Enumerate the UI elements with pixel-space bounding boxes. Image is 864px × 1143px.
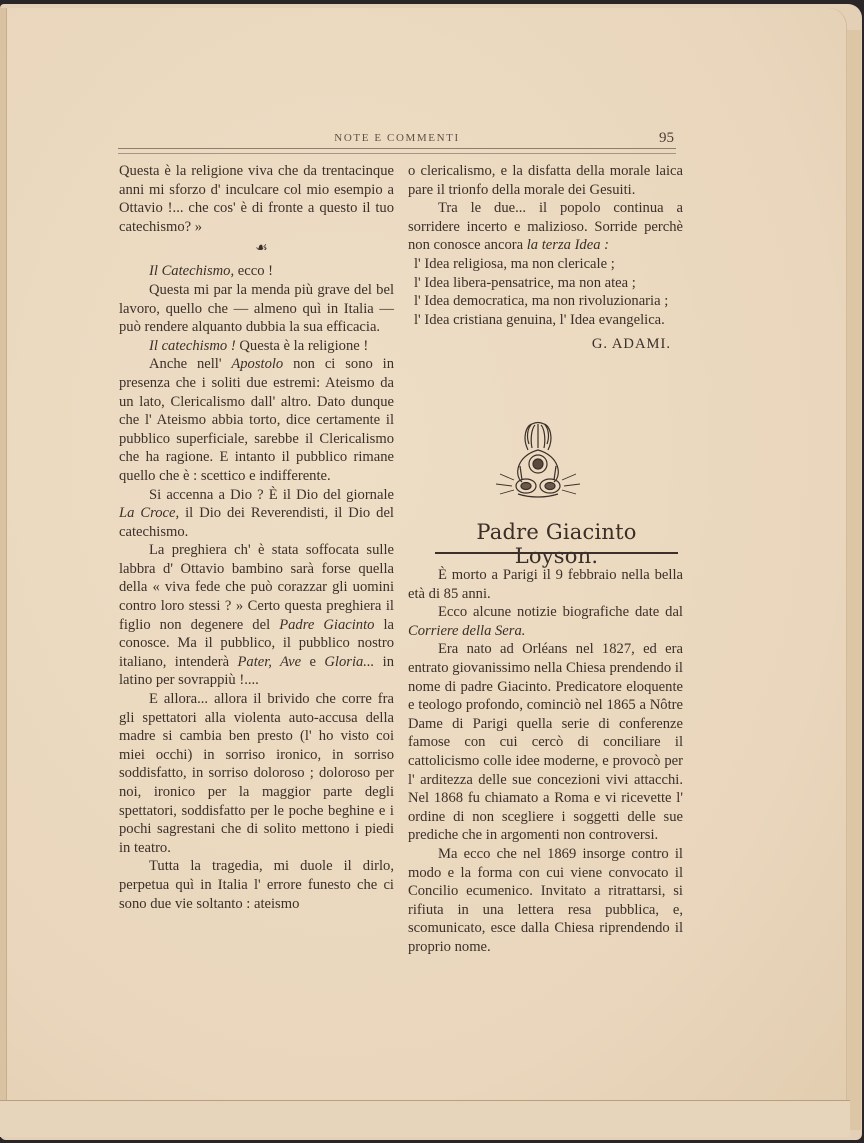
article-body	[408, 566, 683, 956]
list-item: l' Idea libera-pensatrice, ma non atea ;	[414, 274, 636, 291]
page-edge-right	[846, 30, 861, 1130]
paragraph: Ma ecco che nel 1869 insorge contro il modo e la forma con cui viene convocato il Concilio ecumenico. Invitato a ritrattarsi, si rifiuta in una lettera resa pubblica, e, scomunicato, esce dalla Chiesa riprendendo il proprio nome.	[408, 845, 683, 955]
paragraph: Ecco alcune notizie biografiche date dal Corriere della Sera.	[408, 604, 683, 639]
paragraph: Tra le due... il popolo continua a sorridere incerto e malizioso. Sorride perchè non conosce ancora la terza Idea :	[408, 200, 683, 254]
paragraph: o clericalismo, e la disfatta della morale laica pare il trionfo della morale dei Gesuiti.	[408, 163, 683, 198]
header-double-rule	[118, 148, 676, 154]
author-signature: G. ADAMI.	[591, 336, 671, 353]
paragraph: Era nato ad Orléans nel 1827, ed era entrato giovanissimo nella Chiesa prendendo il nome di padre Giacinto. Predicatore eloquente e teologo profondo, cominciò nel 1865 a Nôtre Dame di Parigi quella serie di conferenze famose con cui cercò di conciliare il cattolicismo colle idee moderne, e provocò per l' arditezza delle sue concezioni vivi attacchi. Nel 1868 fu chiamato a Roma e vi ricevette l' ordine di non scegliere i soggetti delle sue prediche che in argomenti non controversi.	[408, 641, 683, 844]
list-item: l' Idea democratica, ma non rivoluzionaria ;	[414, 293, 669, 310]
italic-text: La Croce,	[119, 505, 180, 522]
right-column-top	[408, 162, 683, 354]
left-column	[119, 162, 394, 913]
running-head-title: NOTE E COMMENTI	[334, 132, 460, 144]
italic-text: Gloria...	[324, 653, 375, 670]
shell-ornament-icon	[492, 420, 584, 502]
italic-text: Il catechismo !	[149, 337, 236, 354]
paragraph: Tutta la tragedia, mi duole il dirlo, perpetua quì in Italia l' errore funesto che ci sono due vie soltanto : ateismo	[119, 858, 394, 912]
title-underline	[435, 552, 678, 554]
paragraph: Anche nell' Apostolo non ci sono in presenza che i soliti due estremi: Ateismo da un lato, Clericalismo dall' altro. Dato dunque che l' Ateismo abbia torto, dice certamente il pubblico superficiale, sarebbe il Clericalismo che ha ragione. E intanto il pubblico rimane quello che è : scettico e indifferente.	[119, 356, 394, 484]
paragraph: Il catechismo ! Questa è la religione !	[149, 337, 369, 354]
italic-text: Padre Giacinto	[279, 616, 375, 633]
paragraph: È morto a Parigi il 9 febbraio nella bella età di 85 anni.	[408, 567, 683, 602]
page-fold-bottom	[0, 1100, 850, 1137]
italic-text: Pater, Ave	[237, 653, 302, 670]
italic-text: Il Catechismo,	[149, 263, 235, 280]
italic-text: Apostolo	[231, 356, 284, 373]
page-number: 95	[659, 130, 674, 146]
italic-text: la terza Idea :	[526, 237, 610, 254]
paragraph: La preghiera ch' è stata soffocata sulle labbra d' Ottavio bambino sarà forse quella della « viva fede che può corazzar gli uomini contro loro stessi ? » Certo questa preghiera il figlio non degenere del Padre Giacinto la conosce. Ma il pubblico, il pubblico nostro italiano, intenderà Pater, Ave e Gloria... in latino per sovrappiù !....	[119, 542, 395, 689]
fleuron-icon: ☙	[255, 241, 268, 257]
paragraph: E allora... allora il brivido che corre fra gli spettatori alla violenta auto-accusa della madre si cambia ben presto (l' ho visto coi miei occhi) in sorriso ironico, in sorriso soddisfatto, in sorriso doloroso ; doloroso per noi, ironico per la maggior parte degli spettatori, soddisfatto per le poche beghine e i pochi sagrestani che di solito mettono i piedi in teatro.	[119, 691, 394, 856]
list-item: l' Idea religiosa, ma non clericale ;	[414, 255, 615, 272]
article-title: Padre Giacinto Loyson.	[476, 520, 637, 568]
paragraph: Si accenna a Dio ? È il Dio del giornale La Croce, il Dio dei Reverendisti, il Dio del catechismo.	[119, 486, 394, 540]
paragraph: Questa è la religione viva che da trentacinque anni mi sforzo d' inculcare col mio esempio a Ottavio !... che cos' è di fronte a questo il tuo catechismo? »	[119, 163, 394, 235]
paragraph: Il Catechismo, ecco !	[149, 263, 274, 280]
list-item: l' Idea cristiana genuina, l' Idea evangelica.	[414, 311, 665, 328]
page-edge-left	[0, 8, 7, 1118]
italic-text: Corriere della Sera.	[408, 622, 526, 639]
paragraph: Questa mi par la menda più grave del bel lavoro, quello che — almeno quì in Italia — può rendere alquanto dubbia la sua efficacia.	[119, 281, 394, 336]
